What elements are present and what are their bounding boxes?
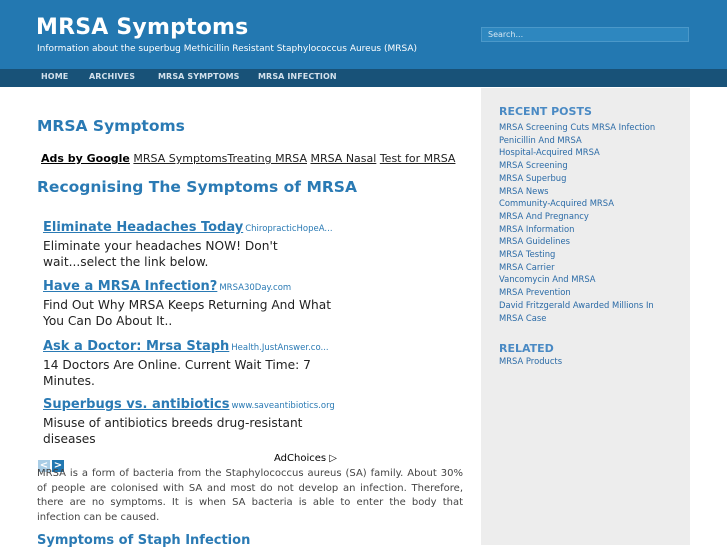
ad-description: Eliminate your headaches NOW! Don't wait...select the link below. (43, 239, 278, 269)
ad-link[interactable]: MRSA Symptoms (133, 152, 228, 165)
recent-post-link[interactable]: Hospital-Acquired MRSA (499, 147, 600, 158)
chevron-right-icon[interactable]: > (53, 460, 63, 471)
post-title[interactable]: MRSA Symptoms (37, 117, 185, 135)
ad-link[interactable]: Treating MRSA (227, 152, 307, 165)
site-tagline: Information about the superbug Methicillin Resistant Staphylococcus Aureus (MRSA) (37, 44, 418, 54)
recent-post-link[interactable]: MRSA Testing (499, 249, 556, 260)
ad-description: 14 Doctors Are Online. Current Wait Time: 7 Minutes. (43, 358, 311, 388)
ad-unit (43, 276, 343, 329)
nav-item-mrsa-infection[interactable]: MRSA INFECTION (258, 72, 337, 81)
recent-post-link[interactable]: MRSA Prevention (499, 287, 571, 298)
nav-item-archives[interactable]: ARCHIVES (89, 72, 136, 81)
ad-url[interactable]: www.saveantibiotics.org (231, 401, 335, 411)
ad-link[interactable]: Test for MRSA (379, 152, 456, 165)
ad-unit (43, 394, 343, 447)
recent-post-link[interactable]: MRSA News (499, 185, 549, 196)
related-link[interactable]: MRSA Products (499, 356, 563, 366)
site-title[interactable]: MRSA Symptoms (36, 15, 249, 40)
ad-links-bar (41, 153, 455, 164)
section-heading: Symptoms of Staph Infection (37, 533, 251, 548)
chevron-left-icon[interactable]: < (39, 460, 49, 471)
ad-url[interactable]: ChiropracticHopeA... (245, 224, 333, 234)
ad-title-link[interactable]: Eliminate Headaches Today (43, 220, 244, 235)
ad-url[interactable]: MRSA30Day.com (219, 283, 292, 293)
recent-post-link[interactable]: MRSA Information (499, 223, 575, 234)
recent-post-link[interactable]: Penicillin And MRSA (499, 134, 582, 145)
ad-url[interactable]: Health.JustAnswer.co... (231, 343, 329, 353)
sidebar (481, 88, 690, 545)
recent-post-link[interactable]: MRSA Superbug (499, 172, 567, 183)
adchoices-link[interactable]: AdChoices ▷ (274, 453, 337, 464)
recent-posts-list (499, 121, 655, 324)
ad-unit (43, 217, 343, 270)
recent-post-link[interactable]: David Fritzgerald Awarded Millions In (499, 299, 654, 310)
ad-title-link[interactable]: Superbugs vs. antibiotics (43, 397, 230, 412)
ad-title-link[interactable]: Have a MRSA Infection? (43, 279, 218, 294)
ad-link[interactable]: MRSA Nasal (310, 152, 377, 165)
recent-post-link[interactable]: Community-Acquired MRSA (499, 198, 614, 209)
recent-post-link[interactable]: MRSA Carrier (499, 261, 555, 272)
main-nav (0, 69, 727, 87)
recent-post-link[interactable]: Vancomycin And MRSA (499, 274, 596, 285)
ad-description: Find Out Why MRSA Keeps Returning And What You Can Do About It.. (43, 298, 332, 328)
recent-post-link[interactable]: MRSA Case (499, 312, 547, 323)
ad-unit (43, 336, 343, 389)
ad-title-link[interactable]: Ask a Doctor: Mrsa Staph (43, 339, 230, 354)
ads-by-google-link[interactable]: Ads by Google (41, 152, 130, 165)
nav-item-mrsa-symptoms[interactable]: MRSA SYMPTOMS (158, 72, 240, 81)
nav-item-home[interactable]: HOME (41, 72, 69, 81)
recent-post-link[interactable]: MRSA Screening (499, 160, 568, 171)
site-header (0, 0, 727, 69)
ad-description: Misuse of antibiotics breeds drug-resistant diseases (43, 416, 303, 446)
post-subtitle: Recognising The Symptoms of MRSA (37, 178, 357, 196)
related-heading: RELATED (499, 342, 554, 355)
search-input[interactable] (481, 27, 689, 42)
recent-post-link[interactable]: MRSA And Pregnancy (499, 210, 589, 221)
recent-posts-heading: RECENT POSTS (499, 105, 592, 118)
recent-post-link[interactable]: MRSA Screening Cuts MRSA Infection (499, 122, 656, 132)
article-paragraph: MRSA is a form of bacteria from the Staphylococcus aureus (SA) family. About 30% of people are colonised with SA and most do not develop an infection. Therefore, there are no symptoms. It is when SA bacteria is able to enter the body that infection can be caused. (37, 468, 463, 523)
recent-post-link[interactable]: MRSA Guidelines (499, 236, 570, 247)
related-list (499, 355, 562, 368)
